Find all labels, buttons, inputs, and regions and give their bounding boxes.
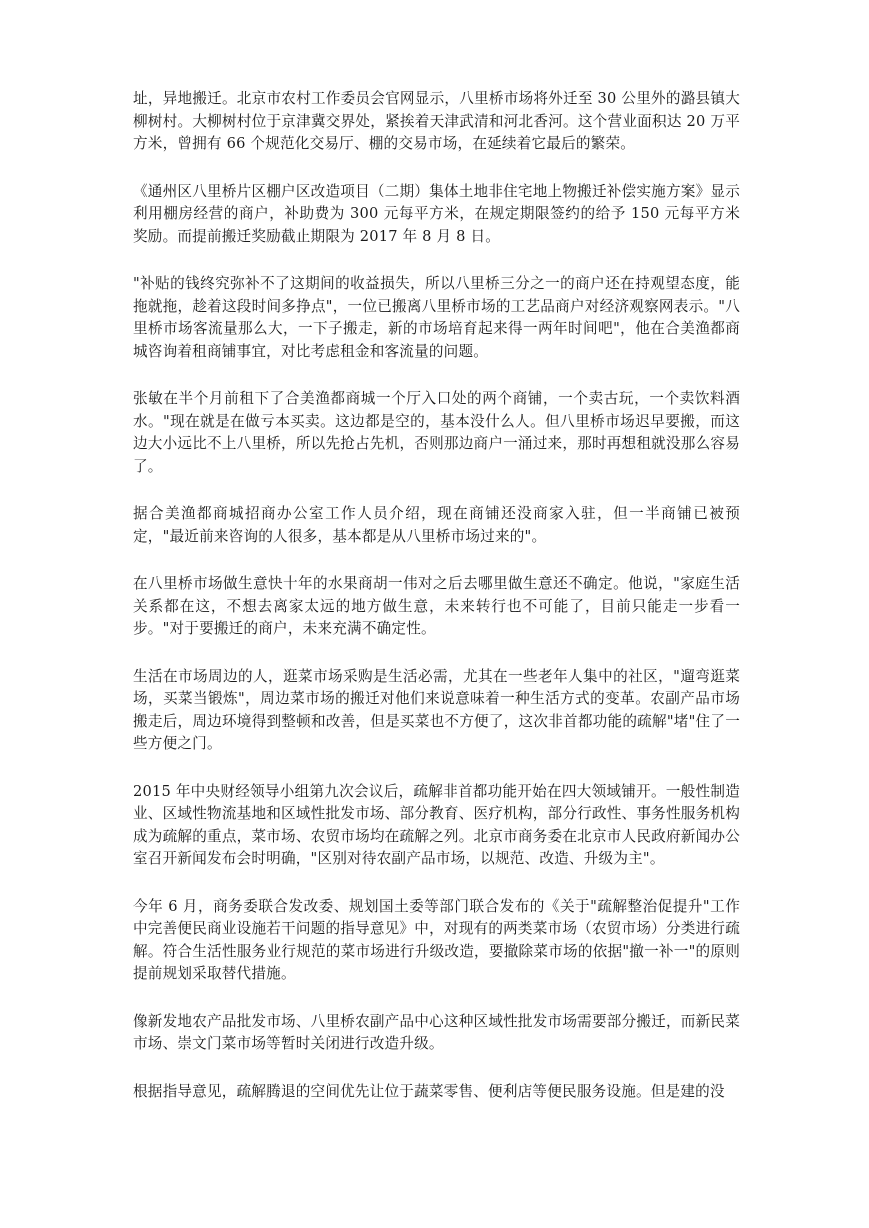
paragraph: 址，异地搬迁。北京市农村工作委员会官网显示，八里桥市场将外迁至 30 公里外的潞县镇大柳树村。大柳树村位于京津冀交界处，紧挨着天津武清和河北香河。这个营业面积达 20 万平方米，曾拥有 66 个规范化交易厅、棚的交易市场，在延续着它最后的繁荣。: [133, 90, 740, 152]
paragraph: 2015 年中央财经领导小组第九次会议后，疏解非首都功能开始在四大领域铺开。一般性制造业、区域性物流基地和区域性批发市场、部分教育、医疗机构，部分行政性、事务性服务机构成为疏解的重点，菜市场、农贸市场均在疏解之列。北京市商务委在北京市人民政府新闻办公室召开新闻发布会时明确，"区别对待农副产品市场，以规范、改造、升级为主"。: [133, 782, 740, 867]
paragraph: 在八里桥市场做生意快十年的水果商胡一伟对之后去哪里做生意还不确定。他说，"家庭生活关系都在这，不想去离家太远的地方做生意，未来转行也不可能了，目前只能走一步看一步。"对于要搬迁的商户，未来充满不确定性。: [133, 575, 740, 637]
article-body: [133, 88, 740, 1103]
paragraph: 《通州区八里桥片区棚户区改造项目（二期）集体土地非住宅地上物搬迁补偿实施方案》显示利用棚房经营的商户，补助费为 300 元每平方米，在规定期限签约的给予 150 元每平方米奖励。而提前搬迁奖励截止期限为 2017 年 8 月 8 日。: [133, 182, 740, 245]
paragraph: 今年 6 月，商务委联合发改委、规划国土委等部门联合发布的《关于"疏解整治促提升"工作中完善便民商业设施若干问题的指导意见》中，对现有的两类菜市场（农贸市场）分类进行疏解。符合生活性服务业行规范的菜市场进行升级改造，要撤除菜市场的依据"撤一补一"的原则提前规划采取替代措施。: [133, 897, 740, 982]
paragraph: 根据指导意见，疏解腾退的空间优先让位于蔬菜零售、便利店等便民服务设施。但是建的没: [133, 1082, 725, 1100]
paragraph: 张敏在半个月前租下了合美渔都商城一个厅入口处的两个商铺，一个卖古玩，一个卖饮料酒水。"现在就是在做亏本买卖。这边都是空的，基本没什么人。但八里桥市场迟早要搬，而这边大小远比不上八里桥，所以先抢占先机，否则那边商户一涌过来，那时再想租就没那么容易了。: [133, 390, 740, 475]
paragraph: 据合美渔都商城招商办公室工作人员介绍，现在商铺还没商家入驻，但一半商铺已被预定，"最近前来咨询的人很多，基本都是从八里桥市场过来的"。: [133, 505, 740, 545]
paragraph: 生活在市场周边的人，逛菜市场采购是生活必需，尤其在一些老年人集中的社区，"遛弯逛菜场，买菜当锻炼"，周边菜市场的搬迁对他们来说意味着一种生活方式的变革。农副产品市场搬走后，周边环境得到整顿和改善，但是买菜也不方便了，这次非首都功能的疏解"堵"住了一些方便之门。: [133, 667, 740, 752]
paragraph: "补贴的钱终究弥补不了这期间的收益损失，所以八里桥三分之一的商户还在持观望态度，能拖就拖，趁着这段时间多挣点"，一位已搬离八里桥市场的工艺品商户对经济观察网表示。"八里桥市场客流量那么大，一下子搬走，新的市场培育起来得一两年时间吧"，他在合美渔都商城咨询着租商铺事宜，对比考虑租金和客流量的问题。: [133, 275, 740, 360]
paragraph: 像新发地农产品批发市场、八里桥农副产品中心这种区域性批发市场需要部分搬迁，而新民菜市场、崇文门菜市场等暂时关闭进行改造升级。: [133, 1012, 740, 1052]
